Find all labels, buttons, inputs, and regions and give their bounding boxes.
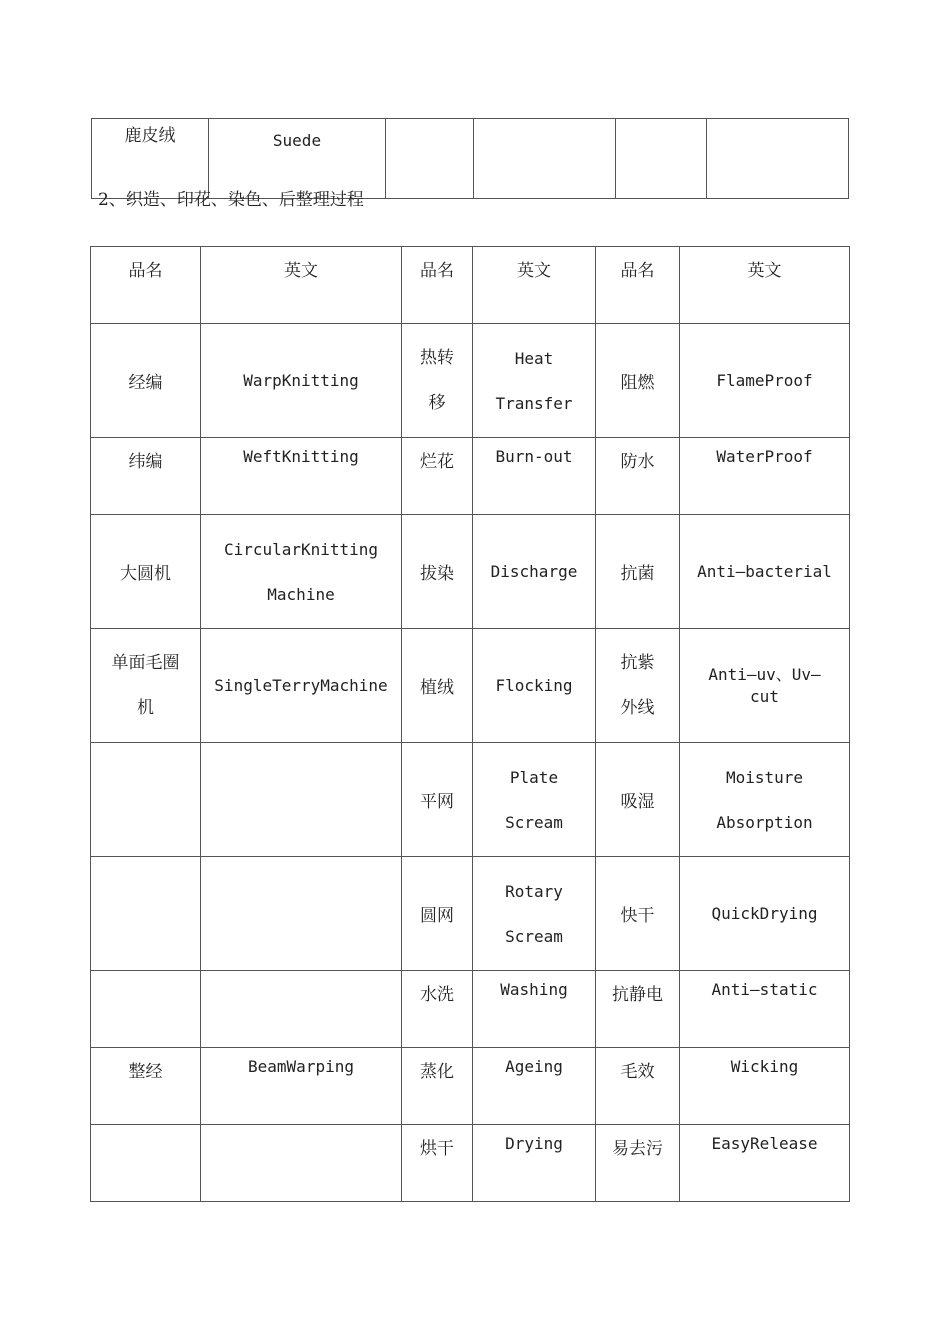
chinese-term: 烂花 xyxy=(420,452,454,472)
header-cell: 品名 xyxy=(91,247,201,324)
english-term-cell xyxy=(201,743,402,857)
suede-table xyxy=(91,118,849,199)
chinese-term-cell xyxy=(91,1048,201,1125)
english-term: EasyRelease xyxy=(711,1134,818,1153)
empty-cell xyxy=(616,119,707,199)
chinese-term-cell xyxy=(402,515,473,629)
section-heading: 2、织造、印花、染色、后整理过程 xyxy=(98,190,364,210)
chinese-term: 圆网 xyxy=(420,906,454,926)
chinese-term: 热转移 xyxy=(420,347,454,413)
chinese-term: 毛效 xyxy=(620,1062,655,1082)
english-term-cell xyxy=(680,857,850,971)
english-term-cell xyxy=(473,324,596,438)
english-term: Heat Transfer xyxy=(495,348,573,413)
english-term-cell xyxy=(680,629,850,743)
chinese-term: 吸湿 xyxy=(620,792,655,812)
chinese-term-cell xyxy=(91,629,201,743)
empty-cell xyxy=(474,119,616,199)
english-term-cell xyxy=(201,438,402,515)
english-term-cell xyxy=(680,1048,850,1125)
english-term-cell xyxy=(201,857,402,971)
chinese-term-cell xyxy=(402,743,473,857)
english-term-cell xyxy=(680,438,850,515)
english-term-cell xyxy=(473,1125,596,1202)
chinese-term-cell xyxy=(402,629,473,743)
chinese-term: 抗静电 xyxy=(612,985,663,1005)
table-row xyxy=(91,743,850,857)
empty-cell xyxy=(707,119,849,199)
chinese-term: 易去污 xyxy=(612,1139,663,1159)
english-term-cell xyxy=(201,1125,402,1202)
english-term: QuickDrying xyxy=(711,903,818,923)
chinese-term-cell xyxy=(91,438,201,515)
english-term-cell xyxy=(201,971,402,1048)
table-row xyxy=(91,1048,850,1125)
chinese-term-cell xyxy=(596,1125,680,1202)
chinese-term-cell xyxy=(91,1125,201,1202)
english-term: BeamWarping xyxy=(248,1057,354,1076)
english-term: Moisture Absorption xyxy=(716,767,813,832)
english-term: Flocking xyxy=(495,675,573,695)
chinese-term: 阻燃 xyxy=(620,373,655,393)
chinese-term-cell xyxy=(596,629,680,743)
table-row xyxy=(91,971,850,1048)
chinese-term-cell xyxy=(402,971,473,1048)
english-term-cell xyxy=(473,515,596,629)
english-term-cell xyxy=(680,324,850,438)
chinese-term-cell xyxy=(91,324,201,438)
chinese-term: 抗菌 xyxy=(620,564,655,584)
header-cell: 英文 xyxy=(473,247,596,324)
english-term-cell xyxy=(201,1048,402,1125)
table-row xyxy=(91,324,850,438)
english-term: Rotary Scream xyxy=(505,881,563,946)
header-cell: 品名 xyxy=(596,247,680,324)
chinese-term: 水洗 xyxy=(420,985,454,1005)
chinese-term-cell xyxy=(91,971,201,1048)
table-row xyxy=(91,515,850,629)
english-term: Anti—static xyxy=(711,980,818,999)
english-term: Anti—uv、Uv—cut xyxy=(708,664,821,706)
english-term-cell xyxy=(473,629,596,743)
english-term-cell xyxy=(201,324,402,438)
table-row xyxy=(92,119,849,199)
english-term: Anti—bacterial xyxy=(697,561,832,581)
table-row xyxy=(91,438,850,515)
chinese-term-cell xyxy=(402,438,473,515)
table-row xyxy=(91,1125,850,1202)
chinese-term: 大圆机 xyxy=(120,564,171,584)
english-term-cell xyxy=(473,1048,596,1125)
english-term: WarpKnitting xyxy=(243,370,359,390)
english-term-cell xyxy=(201,515,402,629)
english-term: WeftKnitting xyxy=(243,447,359,466)
english-term: Washing xyxy=(500,980,568,999)
chinese-term-cell xyxy=(402,1125,473,1202)
english-term-cell xyxy=(473,743,596,857)
english-term-cell xyxy=(473,971,596,1048)
chinese-term: 快干 xyxy=(620,906,655,926)
english-term: Ageing xyxy=(505,1057,563,1076)
english-term: Plate Scream xyxy=(505,767,563,832)
chinese-term-cell xyxy=(596,971,680,1048)
chinese-term-cell xyxy=(91,743,201,857)
header-cell: 英文 xyxy=(680,247,850,324)
chinese-term-cell xyxy=(596,515,680,629)
header-cell: 英文 xyxy=(201,247,402,324)
english-term-cell xyxy=(680,1125,850,1202)
chinese-term: 烘干 xyxy=(420,1139,454,1159)
cell-name: 鹿皮绒 xyxy=(92,119,209,199)
chinese-term: 纬编 xyxy=(128,452,163,472)
chinese-term-cell xyxy=(596,438,680,515)
english-term: Wicking xyxy=(730,1057,799,1076)
table-row xyxy=(91,857,850,971)
english-term: FlameProof xyxy=(716,370,813,390)
chinese-term: 植绒 xyxy=(420,678,454,698)
chinese-term-cell xyxy=(596,743,680,857)
chinese-term: 经编 xyxy=(128,373,163,393)
english-term-cell xyxy=(473,857,596,971)
english-term: WaterProof xyxy=(716,447,813,466)
chinese-term-cell xyxy=(596,324,680,438)
chinese-term-cell xyxy=(596,1048,680,1125)
english-term-cell xyxy=(680,971,850,1048)
chinese-term: 防水 xyxy=(620,452,655,472)
chinese-term-cell xyxy=(402,1048,473,1125)
chinese-term: 整经 xyxy=(128,1062,163,1082)
english-term: Burn-out xyxy=(495,447,573,466)
process-terms-table xyxy=(90,246,850,1202)
english-term: Drying xyxy=(505,1134,563,1153)
english-term-cell xyxy=(680,743,850,857)
chinese-term-cell xyxy=(91,857,201,971)
english-term: Discharge xyxy=(490,561,578,581)
chinese-term-cell xyxy=(402,857,473,971)
cell-english: Suede xyxy=(209,119,386,199)
chinese-term-cell xyxy=(91,515,201,629)
chinese-term: 拔染 xyxy=(420,564,454,584)
english-term: SingleTerryMachine xyxy=(214,675,388,695)
chinese-term-cell xyxy=(596,857,680,971)
chinese-term: 单面毛圈机 xyxy=(111,652,180,718)
english-term: CircularKnitting Machine xyxy=(223,539,379,604)
header-row xyxy=(91,247,850,324)
chinese-term: 抗紫外线 xyxy=(620,652,655,718)
english-term-cell xyxy=(201,629,402,743)
header-cell: 品名 xyxy=(402,247,473,324)
process-terms-body xyxy=(91,247,850,1202)
table-row xyxy=(91,629,850,743)
chinese-term: 平网 xyxy=(420,792,454,812)
empty-cell xyxy=(386,119,474,199)
english-term-cell xyxy=(473,438,596,515)
english-term-cell xyxy=(680,515,850,629)
chinese-term-cell xyxy=(402,324,473,438)
chinese-term: 蒸化 xyxy=(420,1062,454,1082)
